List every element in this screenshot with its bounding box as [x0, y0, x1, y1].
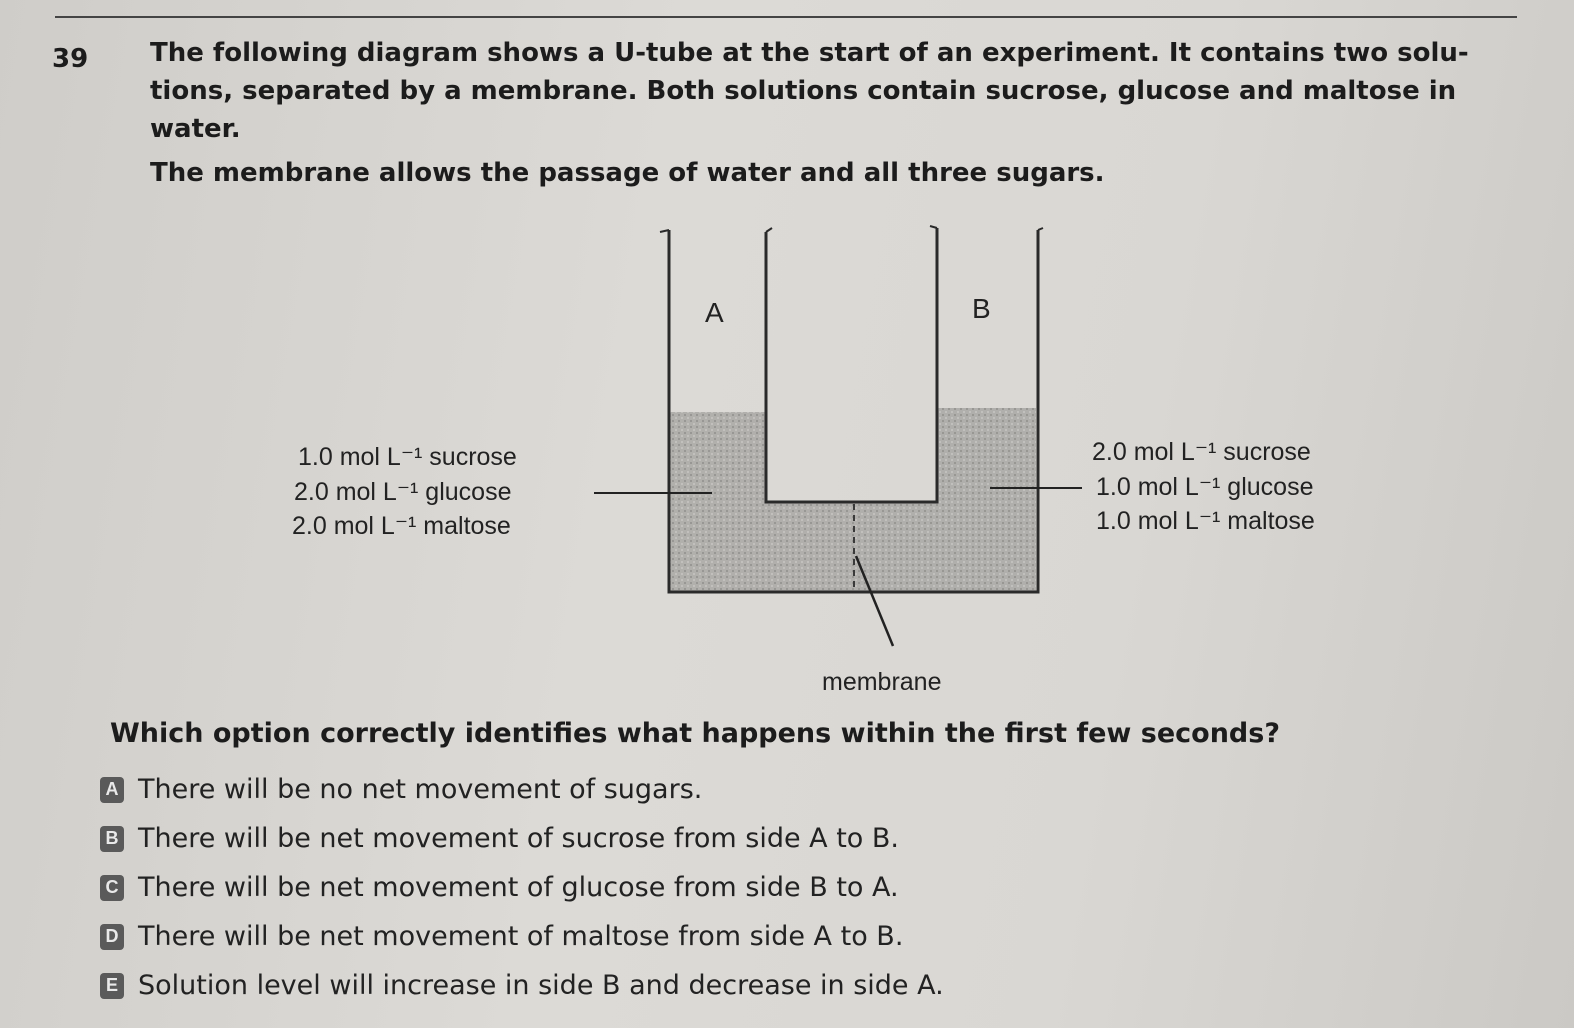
stem-line-2: tions, separated by a membrane. Both solutions contain sucrose, glucose and maltose in	[150, 76, 1457, 106]
option-a[interactable]	[100, 765, 944, 814]
option-c[interactable]	[100, 863, 944, 912]
option-text: There will be net movement of maltose from side A to B.	[138, 921, 904, 952]
question-number: 39	[52, 44, 89, 74]
option-d[interactable]	[100, 912, 944, 961]
outer-top-ticks	[660, 228, 1043, 232]
question-prompt: Which option correctly identifies what happens within the first few seconds?	[110, 718, 1280, 749]
solution-fill	[669, 408, 1036, 592]
option-letter-badge: C	[100, 875, 124, 901]
membrane-label: membrane	[822, 668, 942, 696]
option-text: There will be no net movement of sugars.	[138, 774, 703, 805]
option-text: Solution level will increase in side B and decrease in side A.	[138, 970, 944, 1001]
side-b-label: B	[972, 293, 991, 324]
option-e[interactable]	[100, 961, 944, 1010]
stem-line-3: water.	[150, 114, 241, 144]
option-letter-badge: A	[100, 777, 124, 803]
option-letter-badge: D	[100, 924, 124, 950]
stem-line-4: The membrane allows the passage of water and all three sugars.	[150, 158, 1105, 188]
u-tube-inner-wall	[766, 228, 937, 502]
inner-top-ticks	[766, 226, 937, 232]
right-maltose-label: 1.0 mol L⁻¹ maltose	[1096, 507, 1315, 535]
option-b[interactable]	[100, 814, 944, 863]
stem-line-1: The following diagram shows a U-tube at the start of an experiment. It contains two solu-	[150, 38, 1469, 68]
option-letter-badge: B	[100, 826, 124, 852]
right-sucrose-label: 2.0 mol L⁻¹ sucrose	[1092, 438, 1311, 466]
answer-options	[100, 765, 944, 1010]
option-text: There will be net movement of glucose from side B to A.	[138, 872, 899, 903]
left-maltose-label: 2.0 mol L⁻¹ maltose	[292, 512, 511, 540]
right-glucose-label: 1.0 mol L⁻¹ glucose	[1096, 473, 1314, 501]
option-text: There will be net movement of sucrose from side A to B.	[138, 823, 899, 854]
side-a-label: A	[705, 297, 724, 328]
left-sucrose-label: 1.0 mol L⁻¹ sucrose	[298, 443, 517, 471]
option-letter-badge: E	[100, 973, 124, 999]
left-glucose-label: 2.0 mol L⁻¹ glucose	[294, 478, 512, 506]
